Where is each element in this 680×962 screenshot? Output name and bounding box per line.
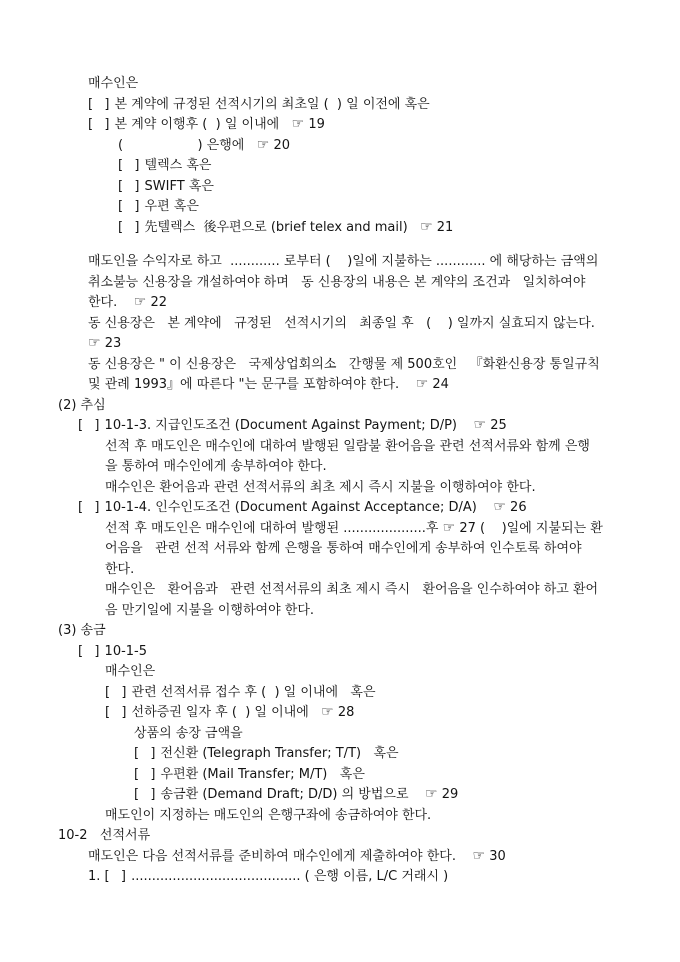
pointer-hand-icon: ☞: [420, 218, 433, 235]
text-run: SWIFT 혹은: [140, 178, 214, 194]
document-line: [58, 416, 626, 437]
footnote-number: 30: [489, 848, 506, 864]
checkbox: [ ]: [105, 684, 128, 700]
text-run: (2) 추심: [58, 397, 106, 413]
text-run: 상품의 송장 금액을: [134, 725, 243, 741]
text-run: 10-1-3. 지급인도조건 (Document Against Payment; D/P): [100, 418, 474, 433]
text-run: 한다.: [105, 561, 135, 577]
pointer-hand-icon: ☞: [473, 417, 487, 433]
pointer-hand-icon: ☞: [133, 294, 147, 310]
text-run: ( )일에 지불되는 환: [475, 520, 603, 536]
text-run: 선하증권 일자 후 ( ) 일 이내에: [127, 705, 322, 720]
checkbox: [ ]: [78, 500, 101, 515]
checkbox: [ ]: [104, 869, 127, 884]
footnote-number: 20: [273, 137, 290, 153]
document-line: [58, 375, 626, 396]
document-line: [58, 334, 626, 355]
document-line: [58, 95, 626, 116]
text-run: 본 계약에 규정된 선적시기의 최초일 ( ) 일 이전에 혹은: [110, 96, 430, 112]
text-run: 송금환 (Demand Draft; D/D) 의 방법으로: [156, 787, 426, 802]
checkbox: [ ]: [78, 643, 101, 659]
document-line: [58, 826, 626, 847]
footnote-ref: [493, 500, 526, 515]
text-run: 및 관례 1993』에 따른다 "는 문구를 포함하여야 한다.: [88, 377, 416, 392]
pointer-hand-icon: ☞: [472, 847, 486, 864]
footnote-ref: [420, 220, 453, 235]
document-line: [58, 355, 626, 376]
pointer-hand-icon: ☞: [291, 116, 305, 132]
footnote-number: 19: [308, 117, 325, 132]
footnote-ref: [88, 336, 121, 351]
document-line: [58, 847, 626, 868]
checkbox: [ ]: [78, 418, 101, 433]
text-run: 한다.: [88, 295, 134, 310]
footnote-number: 27: [459, 520, 476, 536]
document-line: [58, 724, 626, 745]
text-run: 텔렉스 혹은: [140, 158, 212, 173]
text-run: 先텔렉스 後우편으로 (brief telex and mail): [140, 219, 421, 235]
document-line: [58, 293, 626, 314]
pointer-hand-icon: ☞: [88, 335, 101, 351]
pointer-hand-icon: ☞: [493, 499, 506, 515]
document-line: [58, 252, 626, 273]
text-run: 전신환 (Telegraph Transfer; T/T) 혹은: [156, 746, 399, 761]
footnote-number: 28: [337, 705, 355, 720]
document-line: [58, 867, 626, 888]
document-line: [58, 621, 626, 642]
text-run: 선적 후 매도인은 매수인에 대하여 발행된 ....................후: [105, 520, 443, 536]
text-run: 음 만기일에 지불을 이행하여야 한다.: [105, 602, 315, 618]
document-line: [58, 177, 626, 198]
document-line: [58, 683, 626, 704]
checkbox: [ ]: [118, 158, 141, 173]
document-line: [58, 539, 626, 560]
checkbox: [ ]: [134, 766, 157, 782]
checkbox: [ ]: [118, 219, 141, 235]
document-line: [58, 498, 626, 519]
text-run: ( ) 은행에: [118, 137, 257, 153]
document-line: [58, 115, 626, 136]
document-line: [58, 74, 626, 95]
text-run: 선적 후 매도인은 매수인에 대하여 발행된 일람불 환어음을 관련 선적서류와 함께 은행: [105, 438, 590, 454]
document-line: [58, 437, 626, 458]
document-line: [58, 642, 626, 663]
text-run: 관련 선적서류 접수 후 ( ) 일 이내에 혹은: [127, 684, 376, 700]
footnote-ref: [473, 849, 506, 864]
text-run: 매도인은 다음 선적서류를 준비하여 매수인에게 제출하여야 한다.: [88, 848, 473, 864]
text-run: 우편 혹은: [140, 199, 199, 214]
text-run: 1.: [88, 869, 105, 884]
text-run: 우편환 (Mail Transfer; M/T) 혹은: [156, 766, 365, 782]
checkbox: [ ]: [118, 178, 141, 194]
document-line: [58, 136, 626, 157]
text-run: 어음을 관련 선적 서류와 함께 은행을 통하여 매수인에게 송부하여 인수토록 하여야: [105, 541, 582, 556]
footnote-number: 24: [432, 377, 449, 392]
footnote-ref: [425, 787, 458, 802]
document-line: [58, 273, 626, 294]
document-line: [58, 703, 626, 724]
document-line: [58, 457, 626, 478]
text-run: 10-1-4. 인수인도조건 (Document Against Acceptance; D/A): [100, 500, 494, 515]
footnote-ref: [257, 138, 290, 153]
pointer-hand-icon: ☞: [425, 786, 438, 802]
footnote-number: 21: [436, 219, 454, 235]
text-run: (3) 송금: [58, 623, 106, 638]
footnote-ref: [474, 418, 507, 433]
document-line: [58, 744, 626, 765]
document-line: [58, 601, 626, 622]
document-line: [58, 765, 626, 786]
pointer-hand-icon: ☞: [442, 519, 456, 536]
document-line: [58, 785, 626, 806]
pointer-hand-icon: ☞: [415, 376, 429, 392]
text-run: 동 신용장은 본 계약에 규정된 선적시기의 최종일 후 ( ) 일까지 실효되지 않는다.: [88, 315, 595, 331]
footnote-number: 22: [150, 295, 168, 310]
checkbox: [ ]: [105, 705, 128, 720]
text-run: 10-2 선적서류: [58, 828, 151, 843]
blank-line: [58, 238, 626, 252]
pointer-hand-icon: ☞: [256, 136, 270, 153]
text-run: 을 통하여 매수인에게 송부하여야 한다.: [105, 459, 327, 474]
document-line: [58, 806, 626, 827]
text-run: 매수인은: [105, 664, 156, 679]
document-line: [58, 156, 626, 177]
text-run: 매도인을 수익자로 하고 ............ 로부터 ( )일에 지불하는 ............ 에 해당하는 금액의: [88, 254, 599, 269]
footnote-number: 23: [104, 336, 122, 351]
checkbox: [ ]: [88, 117, 111, 132]
checkbox: [ ]: [118, 199, 141, 214]
footnote-ref: [443, 521, 476, 536]
footnote-number: 26: [510, 500, 527, 515]
text-run: ......................................... ( 은행 이름, L/C 거래시 ): [126, 869, 449, 884]
text-run: 취소불능 신용장을 개설하여야 하며 동 신용장의 내용은 본 계약의 조건과 일치하여야: [88, 274, 586, 290]
text-run: 매도인이 지정하는 매도인의 은행구좌에 송금하여야 한다.: [105, 807, 432, 823]
document-line: [58, 580, 626, 601]
checkbox: [ ]: [88, 96, 111, 112]
document-line: [58, 662, 626, 683]
footnote-ref: [292, 117, 325, 132]
document-line: [58, 314, 626, 335]
text-run: 본 계약 이행후 ( ) 일 이내에: [110, 117, 292, 132]
footnote-ref: [321, 705, 354, 720]
document-content: [58, 74, 626, 888]
text-run: 매수인은: [88, 76, 139, 91]
document-line: [58, 519, 626, 540]
footnote-ref: [134, 295, 167, 310]
checkbox: [ ]: [134, 746, 157, 761]
text-run: 매수인은 환어음과 관련 선적서류의 최초 제시 즉시 환어음을 인수하여야 하고 환어: [105, 582, 599, 597]
text-run: 10-1-5: [100, 643, 148, 659]
document-line: [58, 396, 626, 417]
footnote-number: 29: [441, 787, 459, 802]
document-line: [58, 478, 626, 499]
text-run: 매수인은 환어음과 관련 선적서류의 최초 제시 즉시 지불을 이행하여야 한다.: [105, 479, 536, 495]
checkbox: [ ]: [134, 787, 157, 802]
footnote-ref: [416, 377, 449, 392]
document-line: [58, 560, 626, 581]
pointer-hand-icon: ☞: [321, 704, 334, 720]
text-run: 동 신용장은 " 이 신용장은 국제상업회의소 간행물 제 500호인 『화환신용장 통일규칙: [88, 356, 600, 372]
document-line: [58, 218, 626, 239]
footnote-number: 25: [490, 418, 507, 433]
document-line: [58, 197, 626, 218]
